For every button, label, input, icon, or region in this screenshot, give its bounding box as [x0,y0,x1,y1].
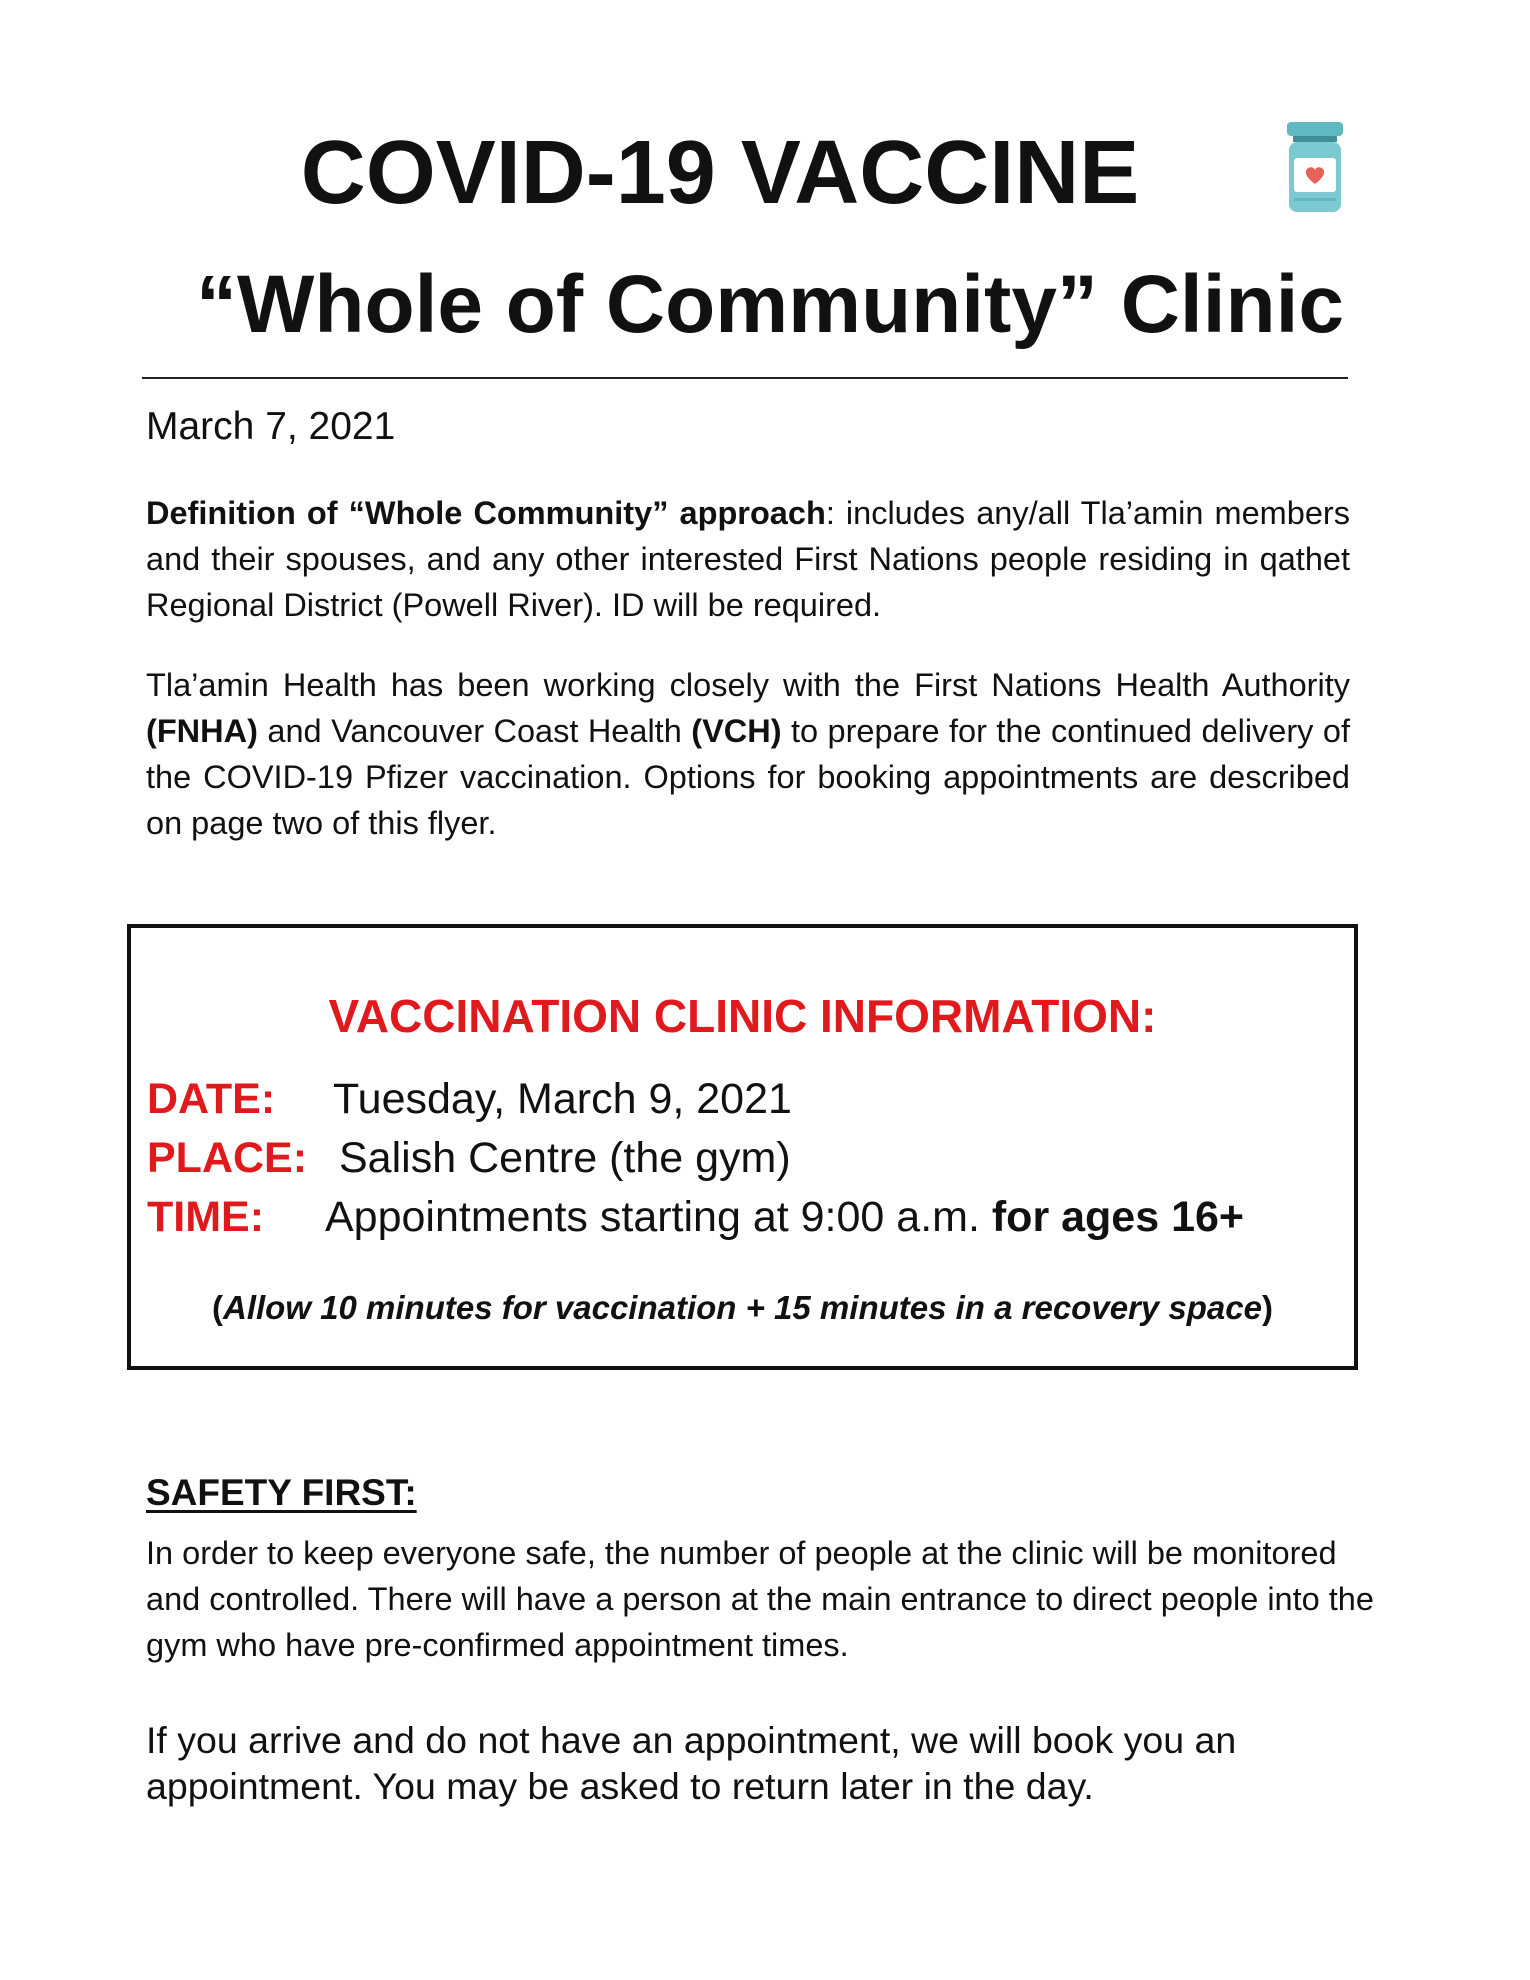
arrival-paragraph: If you arrive and do not have an appointment, we will book you an appointment. You may be asked to return later in the day. [146,1719,1237,1807]
fnha-abbrev: (FNHA) [146,713,258,749]
page-title: COVID-19 VACCINE [300,123,1140,223]
place-value: Salish Centre (the gym) [339,1134,791,1182]
definition-text: : includes any/all Tla’amin members and their spouses, and any other interested First Nations people residing in qathet Regional District (Powell River). ID will be required. [146,495,1350,623]
clinic-time-row [147,1188,1244,1246]
title-divider [142,377,1348,379]
safety-paragraph: In order to keep everyone safe, the number of people at the clinic will be monitored and controlled. There will have a person at the main entrance to direct people into the gym who have pre-confirmed appointment times. [146,1535,1374,1663]
note-close-paren: ) [1261,1289,1273,1326]
clinic-info-heading: VACCINATION CLINIC INFORMATION: [328,990,1157,1042]
time-ages: for ages 16+ [991,1193,1245,1241]
clinic-place-row [147,1129,791,1187]
health-paragraph [146,662,1350,846]
date-label: DATE: [147,1075,276,1123]
vaccine-vial-icon [1285,122,1345,214]
time-value: Appointments starting at 9:00 a.m. [325,1193,992,1241]
definition-paragraph [146,490,1350,628]
safety-heading: SAFETY FIRST: [146,1472,417,1513]
note-open-paren: ( [212,1289,223,1326]
place-label: PLACE: [147,1134,308,1182]
clinic-date-row [147,1070,792,1128]
note-text: Allow 10 minutes for vaccination + 15 minutes in a recovery space [223,1289,1262,1326]
health-text-1: Tla’amin Health has been working closely with the First Nations Health Authority [146,667,1350,703]
definition-term: Definition of “Whole Community” approach [146,495,826,531]
time-label: TIME: [147,1193,265,1241]
publish-date: March 7, 2021 [146,405,396,448]
vch-abbrev: (VCH) [691,713,782,749]
clinic-info-box [127,924,1358,1370]
date-value: Tuesday, March 9, 2021 [333,1075,792,1123]
health-text-3: to prepare for the continued delivery of the COVID-19 Pfizer vaccination. Options for booking appointments are described on page two of this flyer. [146,713,1350,841]
page-subtitle: “Whole of Community” Clinic [196,259,1344,350]
health-text-2: and Vancouver Coast Health [257,713,692,749]
clinic-duration-note [131,1286,1354,1330]
